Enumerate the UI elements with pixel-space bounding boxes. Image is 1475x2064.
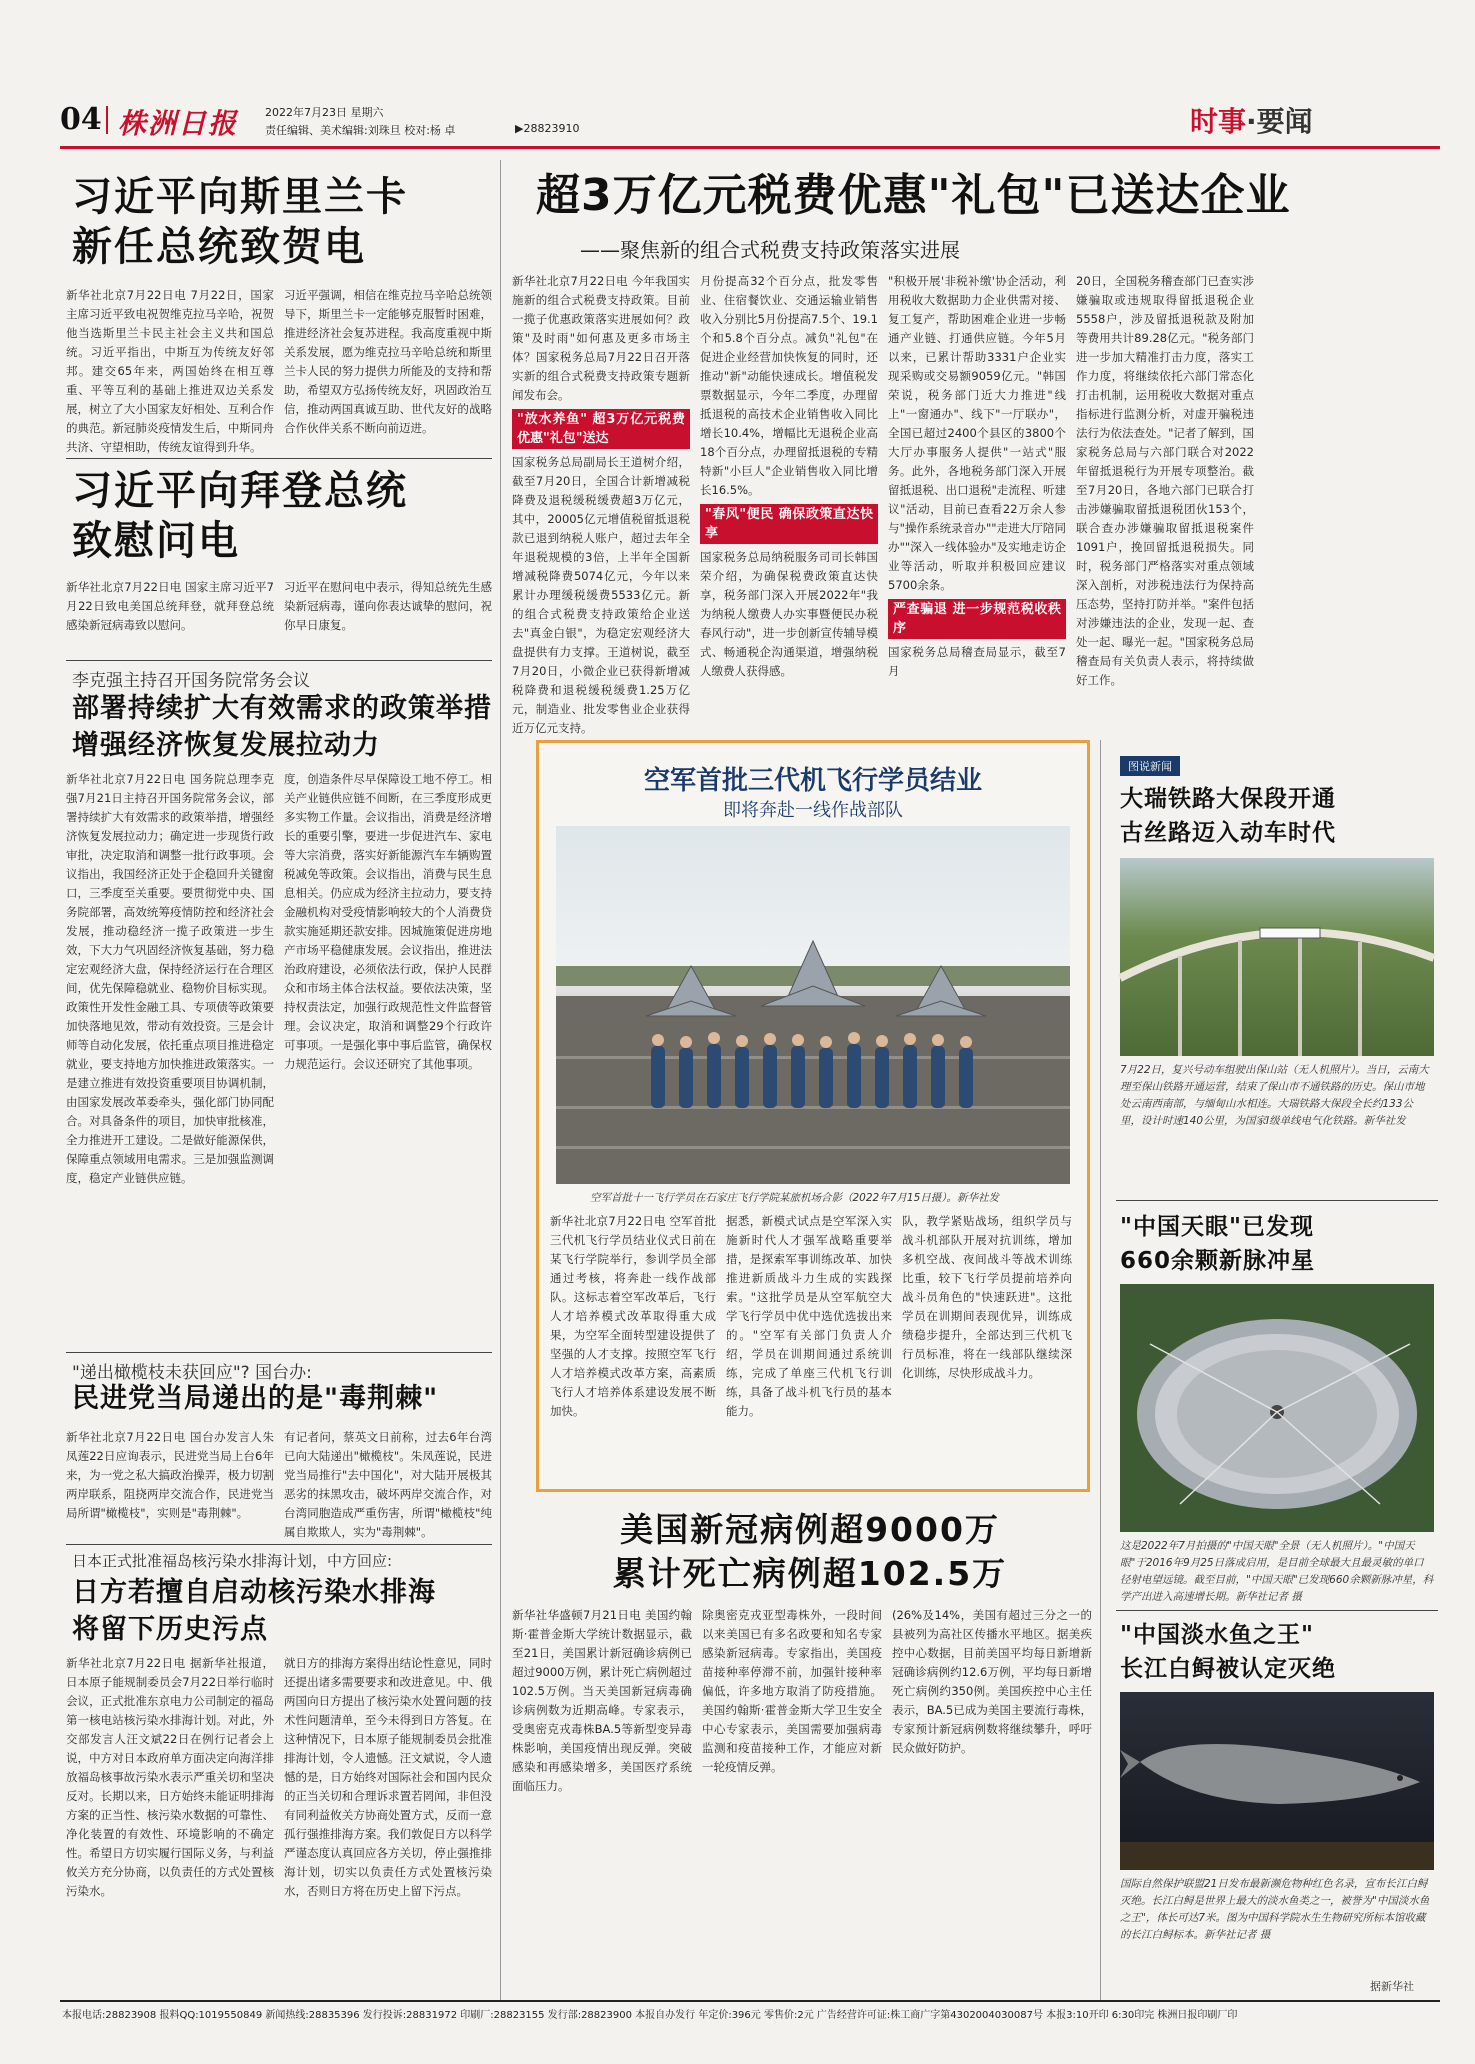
side2-title-line2: 660余颗新脉冲星 (1120, 1248, 1316, 1274)
article5-title-line2: 将留下历史污点 (72, 1614, 268, 1645)
article5-col2: 就日方的排海方案得出结论性意见，同时还提出诸多需要要求和改进意见。中、俄两国向日方提出了核污染水处置问题的技术性问题清单，至今未得到日方答复。在这种情况下，日本原子能规制委员会批准排海计划，令人遗憾。汪文斌说，令人遗憾的是，日方始终对国际社会和国内民众的正当关切和合理诉求置若罔闻，非但没有同利益攸关方协商处置方式，反而一意孤行强推排海方案。我们敦促日方以科学严谨态度认真回应各方关切，停止强推排海计划，切实以负责任方式处置核污染水，否则日方将在历史上留下污点。 (284, 1656, 492, 1898)
air-force-photo-caption: 空军首批十一飞行学员在石家庄飞行学院某旅机场合影（2022年7月15日摄）。新华社发 (590, 1192, 1000, 1204)
article5-col1: 新华社北京7月22日电 据新华社报道，日本原子能规制委员会7月22日举行临时会议，正式批准东京电力公司制定的福岛第一核电站核污染水排海计划。对此，外交部发言人汪文斌22日在例行记者会上说，中方对日本政府单方面决定向海洋排放福岛核事故污染水表示严重关切和坚决反对。长期以来，日方始终未能证明排海方案的正当性、核污染水数据的可靠性、净化装置的有效性、环境影响的不确定性。希望日方切实履行国际义务，与利益攸关方充分协商，以负责任的方式处置核污染水。 (66, 1656, 274, 1898)
article4-kicker: "递出橄榄枝未获回应"? 国台办: (72, 1363, 312, 1383)
sturgeon-illustration (1120, 1692, 1434, 1870)
article2-title-line2: 致慰问电 (72, 518, 240, 564)
article5-title-line1: 日方若擅自启动核污染水排海 (72, 1577, 436, 1608)
article1-col2: 习近平强调，相信在维克拉马辛哈总统领导下，斯里兰卡一定能够克服暂时困难，推进经济社会复苏进程。我高度重视中斯关系发展，愿为维克拉马辛哈总统和斯里兰卡人民的努力提供力所能及的支持和帮助，希望双方弘扬传统友好，巩固政治互信，推动两国真诚互助、世代友好的战略合作伙伴关系不断向前迈进。 (284, 288, 492, 435)
jet-formation-illustration (556, 826, 1070, 1184)
article7-col1: 新华社北京7月22日电 空军首批三代机飞行学员结业仪式日前在某飞行学院举行，参训学员全部通过考核，将奔赴一线作战部队。这标志着空军改革后，飞行人才培养模式改革取得重大成果，为空军全面转型建设提供了坚强的人才支撑。按照空军飞行人才培养模式改革方案，高素质飞行人才培养体系建设发展不断加快。 (550, 1214, 716, 1418)
side1-title-line2: 古丝路迈入动车时代 (1120, 820, 1336, 846)
fast-telescope-caption: 这是2022年7月拍摄的"中国天眼"全景（无人机照片）。"中国天眼"于2016年9月25日落成启用，是目前全球最大且最灵敏的单口径射电望远镜。截至目前，"中国天眼"已发现660余颗新脉冲星，科学产出进入高速增长期。新华社记者 摄 (1120, 1540, 1434, 1603)
article6-subtitle: ——聚焦新的组合式税费支持政策落实进展 (580, 238, 960, 262)
side2-title (1120, 1210, 1315, 1278)
side3-title (1120, 1618, 1336, 1686)
side1-title (1120, 782, 1336, 850)
railway-bridge-illustration (1120, 858, 1434, 1056)
article6-col1-lead: 新华社北京7月22日电 今年我国实施新的组合式税费支持政策。目前一揽子优惠政策落实进展如何？政策"及时雨"如何惠及更多市场主体？国家税务总局7月22日召开落实新的组合式税费支持政策专题新闻发布会。 (512, 274, 690, 402)
article7-col3: 队，教学紧贴战场，组织学员与战斗机部队开展对抗训练，增加多机空战、夜间战斗等战术训练比重，较下飞行学员提前培养向战斗员角色的"快速跃进"。这批学员在训期间表现优异，训练成绩稳步提升，全部达到三代机飞行员标准，将在一线部队继续深化训练，尽快形成战斗力。 (902, 1214, 1072, 1380)
article6-col2 (700, 272, 878, 712)
sturgeon-specimen-photo (1120, 1692, 1434, 1870)
side3-title-line1: "中国淡水鱼之王" (1120, 1622, 1314, 1648)
issue-date: 2022年7月23日 星期六 (265, 106, 384, 119)
article4-col1: 新华社北京7月22日电 国台办发言人朱凤莲22日应询表示，民进党当局上台6年来，为一党之私大搞政治操弄，极力切割两岸联系，阻挠两岸交流合作，民进党当局所谓"橄榄枝"，实则是"毒荆棘"。 (66, 1430, 274, 1520)
side2-title-line1: "中国天眼"已发现 (1120, 1214, 1314, 1240)
article6-subhead3: 严查骗退 进一步规范税收秩序 (888, 599, 1066, 639)
article4-title: 民进党当局递出的是"毒荆棘" (72, 1383, 439, 1414)
article7-subtitle: 即将奔赴一线作战部队 (723, 800, 903, 821)
section-title (1190, 100, 1313, 140)
air-force-photo (556, 826, 1070, 1184)
paper-name-logo: 株洲日报 (118, 107, 239, 140)
article6-title: 超3万亿元税费优惠"礼包"已送达企业 (536, 170, 1291, 221)
left-column-rule (500, 160, 501, 2000)
article5-title (72, 1574, 436, 1648)
divider-a1-a2 (66, 458, 492, 459)
footer-info: 本报电话:28823908 报料QQ:1019550849 新闻热线:28835396 发行投诉:28831972 印刷厂:28823155 发行部:28823900 本报自办发行 年定价:396元 零售价:2元 广告经营许可证:株工商广字第4302004030087号 本报3:10开印 6:30印完 株洲日报印刷厂印 (62, 2010, 1238, 2021)
masthead (60, 100, 1440, 142)
article7-title: 空军首批三代机飞行学员结业 (643, 766, 982, 796)
article8-col2: 除奥密克戎亚型毒株外，一段时间以来美国已有多名政要和知名专家感染新冠病毒。专家指出，美国疫苗接种率停滞不前，加强针接种率偏低，许多地方取消了防疫措施。美国约翰斯·霍普金斯大学卫生安全中心专家表示，美国需要加强病毒监测和疫苗接种工作，才能应对新一轮疫情反弹。 (702, 1608, 882, 1774)
right-column-rule (1100, 740, 1101, 2000)
article8-title-line1: 美国新冠病例超9000万 (620, 1510, 1000, 1549)
article6-subhead1: "放水养鱼" 超3万亿元税费优惠"礼包"送达 (512, 409, 690, 449)
divider-side2-side3 (1116, 1610, 1438, 1611)
sturgeon-caption: 国际自然保护联盟21日发布最新濒危物种红色名录，宣布长江白鲟灭绝。长江白鲟是世界上最大的淡水鱼类之一，被誉为"中国淡水鱼之王"，体长可达7米。图为中国科学院水生生物研究所标本馆收藏的长江白鲟标本。新华社记者 摄 (1120, 1878, 1430, 1941)
section-title-sub: ·要闻 (1246, 105, 1313, 138)
article6-col3-body: "积极开展'非税补缴'协企活动，利用税收大数据助力企业供需对接、复工复产，帮助困难企业进一步畅通产业链、打通供应链。今年5月以来，已累计帮助3331户企业实现采购或交易额9059亿元。"韩国荣说，税务部门近大力推进"线上"一窗通办"、线下"一厅联办"，全国已超过2400个县区的3800个大厅办事服务人提供"一站式"服务。此外，各地税务部门深入开展留抵退税、出口退税"走流程、听建议"活动，目前已查看22万余人参与"操作系统录音办""走进大厅陪同办""深入一线体验办"及实地走访企业等活动，听取并积极回应建议5700余条。 (888, 274, 1066, 592)
article7-col2: 据悉，新模式试点是空军深入实施新时代人才强军战略重要举措，是探索军事训练改革、加快推进新质战斗力生成的实践探索。"这批学员是从空军航空大学飞行学员中优中选优选拔出来的。"空军有关部门负责人介绍，学员在训期间通过系统训练，完成了单座三代机飞行训练，具备了战斗机飞行员的基本能力。 (726, 1214, 892, 1418)
article6-subhead2: "春风"便民 确保政策直达快享 (700, 504, 878, 544)
article1-title-line1: 习近平向斯里兰卡 (72, 174, 408, 220)
masthead-rule (60, 146, 1440, 149)
editors-line: 责任编辑、美术编辑:刘珠旦 校对:杨 卓 (265, 124, 456, 137)
article1-title (72, 172, 408, 272)
article6-col1-body: 国家税务总局副局长王道树介绍，截至7月20日，全国合计新增减税降费及退税缓税缓费超3万亿元，其中，20005亿元增值税留抵退税款已退到纳税人账户，超过去年全年退税规模的3倍，上半年全国新增减税降费5074亿元，今年以来累计办理缓税缓费5533亿元。新的组合式税费支持政策给企业送去"真金白银"，为稳定宏观经济大盘提供有力支撑。王道树说，截至7月20日，小微企业已获得新增减税降费和退税缓税缓费1.25万亿元，制造业、批发零售业企业获得近万亿元支持。 (512, 455, 690, 735)
article8-col3: (26%及14%，美国有超过三分之一的县被列为高社区传播水平地区。据美疾控中心数据，目前美国平均每日新增新冠确诊病例约12.6万例，平均每日新增死亡病例约350例。美国疾控中心主任表示，BA.5已成为美国主要流行毒株，专家预计新冠病例数将继续攀升，呼吁民众做好防护。 (892, 1608, 1092, 1755)
article3-col2: 度，创造条件尽早保障设工地不停工。相关产业链供应链不间断，在三季度形成更多实物工作量。会议指出，消费是经济增长的重要引擎，要进一步促进汽车、家电等大宗消费，落实好新能源汽车车辆购置税减免等政策。会议指出，消费与民生息息相关。仍应成为经济主拉动力，要支持金融机构对受疫情影响较大的个人消费贷款实施延期还款安排。因城施策促进房地产市场平稳健康发展。会议指出，推进法治政府建设，必须依法行政，保护人民群众和市场主体合法权益。要依法决策，坚持权责法定，加强行政规范性文件监督管理。会议决定，取消和调整29个行政许可事项。一是强化事中事后监管，确保权力规范运行。会议还研究了其他事项。 (284, 772, 492, 1071)
divider-a3-a4 (66, 1352, 492, 1353)
article6-col3 (888, 272, 1066, 712)
article6-col2-body-b: 国家税务总局纳税服务司司长韩国荣介绍，为确保税费政策直达快享，税务部门深入开展2022年"我为纳税人缴费人办实事暨便民办税春风行动"，进一步创新宣传辅导模式、畅通税企沟通渠道，增强纳税人缴费人获得感。 (700, 550, 878, 678)
side1-label: 图说新闻 (1120, 756, 1180, 776)
side3-byline: 据新华社 (1370, 1980, 1414, 1993)
fast-telescope-illustration (1120, 1284, 1434, 1532)
article2-col1: 新华社北京7月22日电 国家主席习近平7月22日致电美国总统拜登，就拜登总统感染新冠病毒致以慰问。 (66, 580, 274, 632)
article3-title-line1: 部署持续扩大有效需求的政策举措 (72, 693, 492, 724)
divider-a2-a3 (66, 660, 492, 661)
article5-kicker: 日本正式批准福岛核污染水排海计划，中方回应: (72, 1552, 393, 1570)
article8-col1: 新华社华盛顿7月21日电 美国约翰斯·霍普金斯大学统计数据显示，截至21日，美国累计新冠确诊病例已超过9000万例，累计死亡病例超过102.5万例。当天美国新冠病毒确诊病例数为近期高峰。专家表示，受奥密克戎毒株BA.5等新型变异毒株影响，美国疫情出现反弹。突破感染和再感染增多，美国医疗系统面临压力。 (512, 1608, 692, 1793)
article8-title (520, 1508, 1100, 1596)
railway-photo (1120, 858, 1434, 1056)
article3-kicker: 李克强主持召开国务院常务会议 (72, 671, 310, 691)
side1-title-line1: 大瑞铁路大保段开通 (1120, 786, 1336, 812)
article1-col1: 新华社北京7月22日电 7月22日，国家主席习近平致电祝贺维克拉马辛哈，祝贺他当选斯里兰卡民主社会主义共和国总统。习近平指出，中斯互为传统友好邻邦。建交65年来，两国始终在相互尊重、平等互利的基础上推进双边关系发展，树立了大小国家友好相处、互利合作的典范。新冠肺炎疫情发生后，中斯同舟共济、守望相助，传统友谊得到升华。 (66, 288, 274, 454)
fast-telescope-photo (1120, 1284, 1434, 1532)
article3-title (72, 690, 492, 764)
side3-title-line2: 长江白鲟被认定灭绝 (1120, 1656, 1336, 1682)
article6-col4: 20日，全国税务稽查部门已查实涉嫌骗取或违规取得留抵退税企业5558户，涉及留抵退税款及附加等费用共计89.28亿元。"税务部门进一步加大精准打击力度，落实工作力度，将继续依托六部门常态化打击机制，运用税收大数据对重点指标进行监测分析，对虚开骗税违法行为依法查处。"记者了解到，国家税务总局与六部门联合对2022年留抵退税行为开展专项整治。截至7月20日，各地六部门已联合打击涉嫌骗取留抵退税团伙153个，联合查办涉嫌骗取留抵退税案件1091户，挽回留抵退税损失。同时，税务部门严格落实对重点领域深入剖析，对涉税违法行为保持高压态势，坚持打防并举。"案件包括对涉嫌违法的企业，发现一起、查处一起、曝光一起。"国家税务总局稽查局有关负责人表示，将持续做好工作。 (1076, 274, 1254, 687)
divider-side1-side2 (1116, 1200, 1438, 1201)
article6-col3-body-b: 国家税务总局稽查局显示，截至7月 (888, 645, 1066, 678)
article2-title-line1: 习近平向拜登总统 (72, 468, 408, 514)
article6-col2-body: 月份提高32个百分点，批发零售业、住宿餐饮业、交通运输业销售收入分别比5月份提高7.5个、19.1个和5.8个百分点。减负"礼包"在促进企业经营加快恢复的同时，还推动"新"动能快速成长。增值税发票数据显示，今年二季度，办理留抵退税的高技术企业销售收入同比增长10.4%，增幅比无退税企业高18个百分点，办理留抵退税的专精特新"小巨人"企业销售收入同比增长16.5%。 (700, 274, 878, 497)
article2-col2: 习近平在慰问电中表示，得知总统先生感染新冠病毒，谨向你表达诚挚的慰问，祝你早日康复。 (284, 580, 492, 632)
article3-title-line2: 增强经济恢复发展拉动力 (72, 730, 380, 761)
railway-caption: 7月22日，复兴号动车组驶出保山站（无人机照片）。当日，云南大理至保山铁路开通运营，结束了保山市不通铁路的历史。保山市地处云南西南部，与缅甸山水相连。大瑞铁路大保段全长约133公里，设计时速140公里，为国家Ⅰ级单线电气化铁路。新华社发 (1120, 1064, 1429, 1127)
article1-title-line2: 新任总统致贺电 (72, 224, 366, 270)
article8-title-line2: 累计死亡病例超102.5万 (612, 1554, 1008, 1593)
article4-col2: 有记者问，蔡英文日前称，过去6年台湾已向大陆递出"橄榄枝"。朱凤莲说，民进党当局推行"去中国化"，对大陆开展极其恶劣的抹黑攻击，破坏两岸交流合作，对台湾同胞造成严重伤害，所谓"橄榄枝"纯属自欺欺人，实为"毒荆棘"。 (284, 1430, 492, 1539)
masthead-divider (106, 106, 108, 134)
divider-a4-a5 (66, 1544, 492, 1545)
page-number: 04 (60, 102, 102, 137)
hotline: ▶28823910 (515, 122, 580, 135)
footer-rule (60, 2000, 1440, 2002)
article2-title (72, 466, 408, 566)
section-title-main: 时事 (1190, 105, 1247, 138)
article6-col1 (512, 272, 690, 735)
article3-col1: 新华社北京7月22日电 国务院总理李克强7月21日主持召开国务院常务会议，部署持续扩大有效需求的政策举措，增强经济恢复发展拉动力；确定进一步现货行政审批，决定取消和调整一批行政事项。会议指出，我国经济正处于企稳回升关键窗口，三季度至关重要。要贯彻党中央、国务院部署，高效统筹疫情防控和经济社会发展，推动稳经济一揽子政策进一步生效，下大力气巩固经济恢复基础，努力稳定宏观经济大盘，保持经济运行在合理区间，优先保障稳就业、稳物价目标实现。政策性开发性金融工具、专项债等政策要加快落地见效，带动有效投资。三是会计师等自动化发展，依托重点项目推进稳定就业，要支持地方加快推进政策落实。一是建立推进有效投资重要项目协调机制，由国家发展改革委牵头，强化部门协同配合。对具备条件的项目，加快审批核准，全力推进开工建设。二是做好能源保供，保障重点领域用电需求。三是加强监测调度，稳定产业链供应链。 (66, 772, 274, 1185)
